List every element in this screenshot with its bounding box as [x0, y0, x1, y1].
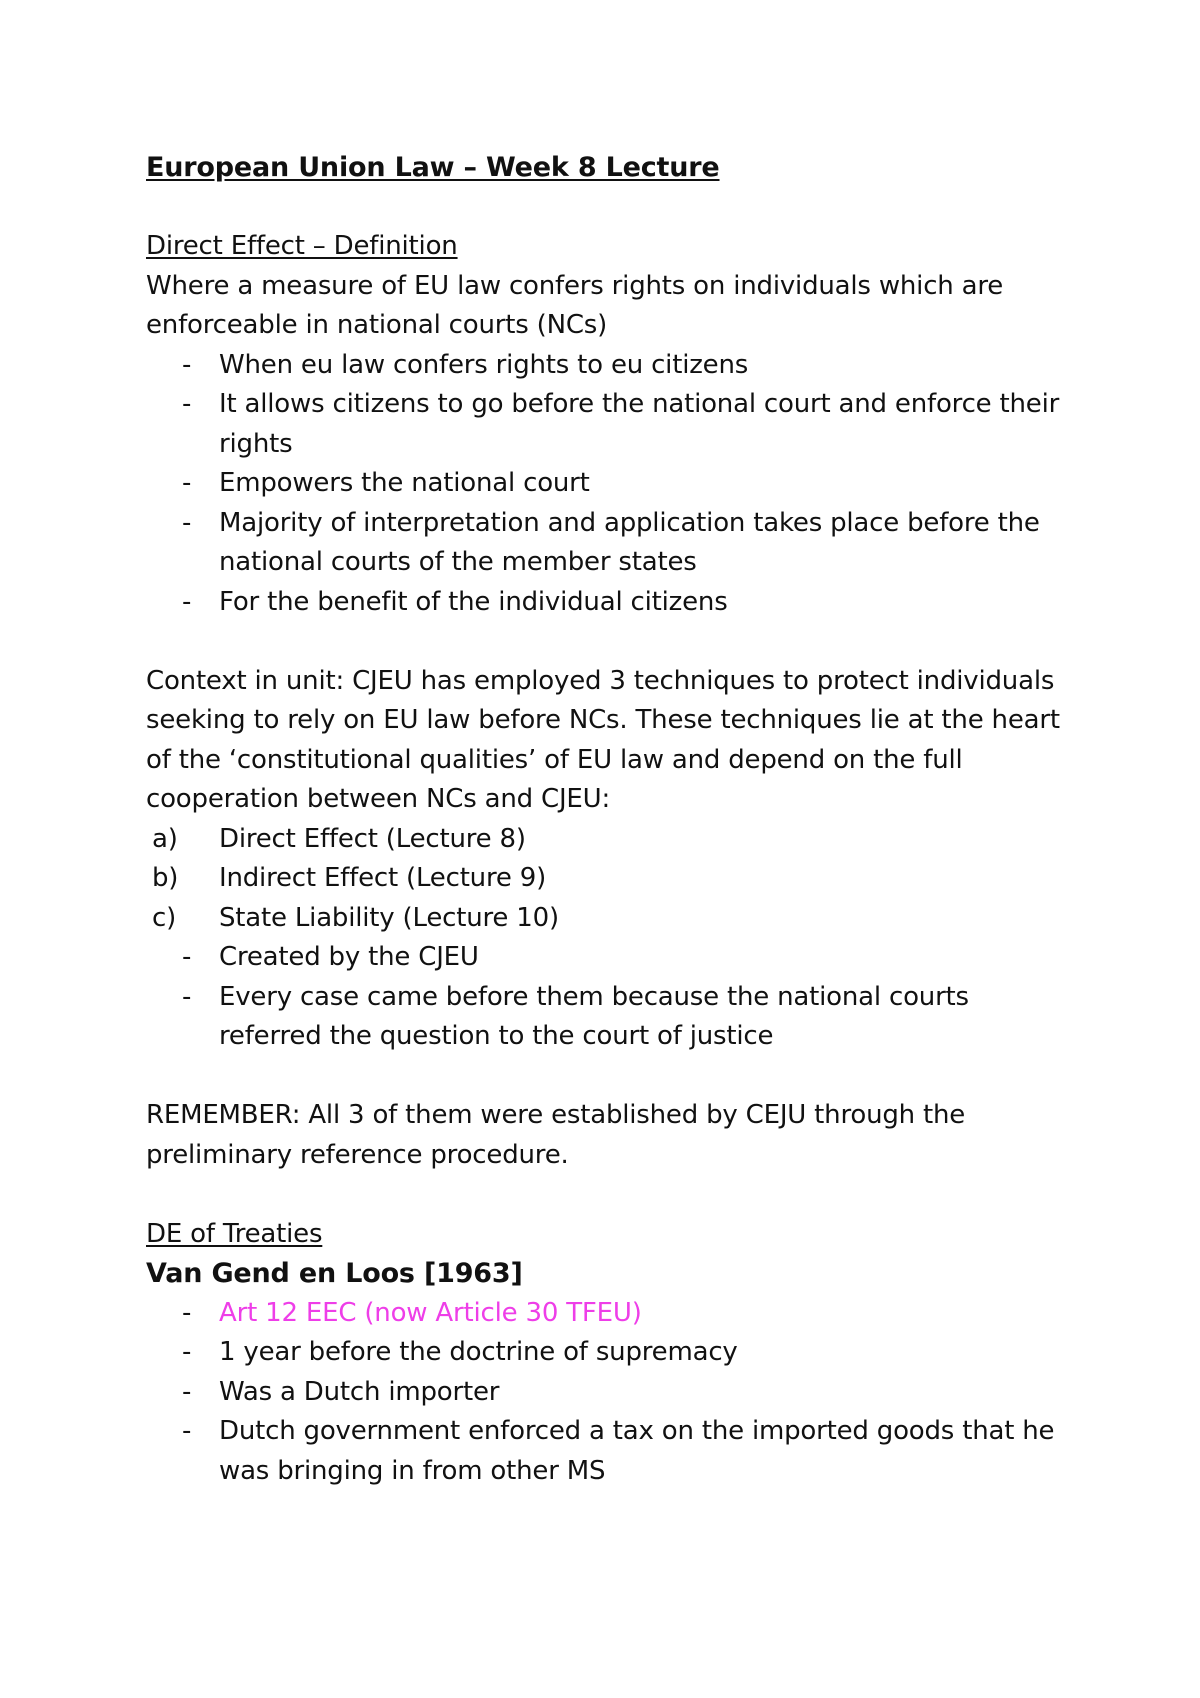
context-paragraph: Context in unit: CJEU has employed 3 techniques to protect individuals seeking to rely on EU law before NCs. These techniques lie at the heart of the ‘constitutional qualities’ of EU law and depend on the full cooperation between NCs and CJEU: [146, 665, 1060, 814]
list-item [146, 1333, 1066, 1373]
list-item-text: When eu law confers rights to eu citizens [219, 349, 749, 380]
list-item-text: Created by the CJEU [219, 942, 479, 972]
list-item-text: Was a Dutch importer [219, 1376, 500, 1407]
list-item-text: State Liability (Lecture 10) [219, 902, 559, 933]
list-item-text: It allows citizens to go before the national court and enforce their rights [219, 389, 1060, 459]
remember-note: REMEMBER: All 3 of them were established by CEJU through the preliminary reference procedure. [146, 1100, 966, 1170]
list-item-text: 1 year before the doctrine of supremacy [219, 1337, 738, 1367]
list-item [146, 385, 1066, 464]
direct-effect-bullet-list [146, 346, 1066, 623]
dash-marker: - [182, 389, 192, 419]
list-item-text: For the benefit of the individual citizens [219, 586, 728, 617]
list-item-text: Direct Effect (Lecture 8) [219, 823, 526, 854]
list-item-text: Every case came before them because the national courts referred the question to the court of justice [219, 981, 969, 1051]
dash-marker: - [182, 507, 192, 538]
letter-marker: b) [152, 863, 179, 893]
context-bullet-list [146, 938, 1066, 1057]
list-item-text: Majority of interpretation and application takes place before the national courts of the member states [219, 507, 1040, 577]
direct-effect-definition: Where a measure of EU law confers rights on individuals which are enforceable in national courts (NCs) [146, 270, 1004, 340]
list-item-text: Art 12 EEC (now Article 30 TFEU) [219, 1297, 642, 1328]
list-item [146, 1412, 1066, 1491]
dash-marker: - [182, 1416, 192, 1446]
dash-marker: - [182, 981, 192, 1012]
dash-marker: - [182, 1297, 192, 1328]
list-item [146, 1373, 1066, 1413]
list-item [146, 820, 1066, 860]
techniques-lettered-list [146, 820, 1066, 939]
list-item [146, 978, 1066, 1057]
list-item-text: Indirect Effect (Lecture 9) [219, 863, 547, 893]
document-page [146, 148, 1066, 1491]
spacer [146, 622, 1066, 662]
spacer [146, 1175, 1066, 1215]
list-item [146, 464, 1066, 504]
list-item [146, 346, 1066, 386]
direct-effect-heading: Direct Effect – Definition [146, 231, 458, 261]
dash-marker: - [182, 468, 192, 498]
treaties-heading: DE of Treaties [146, 1218, 323, 1249]
dash-marker: - [182, 1376, 192, 1407]
dash-marker: - [182, 349, 192, 380]
list-item-text: Empowers the national court [219, 468, 590, 498]
list-item [146, 583, 1066, 623]
spacer [146, 188, 1066, 228]
dash-marker: - [182, 586, 192, 617]
list-item [146, 899, 1066, 939]
case-name: Van Gend en Loos [1963] [146, 1258, 523, 1289]
list-item [146, 938, 1066, 978]
treaties-bullet-list [146, 1294, 1066, 1492]
document-title: European Union Law – Week 8 Lecture [146, 152, 720, 183]
list-item [146, 504, 1066, 583]
letter-marker: a) [152, 823, 178, 854]
dash-marker: - [182, 1337, 192, 1367]
list-item-text: Dutch government enforced a tax on the imported goods that he was bringing in from other MS [219, 1416, 1055, 1486]
list-item-highlighted [146, 1294, 1066, 1334]
spacer [146, 1057, 1066, 1097]
list-item [146, 859, 1066, 899]
letter-marker: c) [152, 902, 177, 933]
dash-marker: - [182, 942, 192, 972]
